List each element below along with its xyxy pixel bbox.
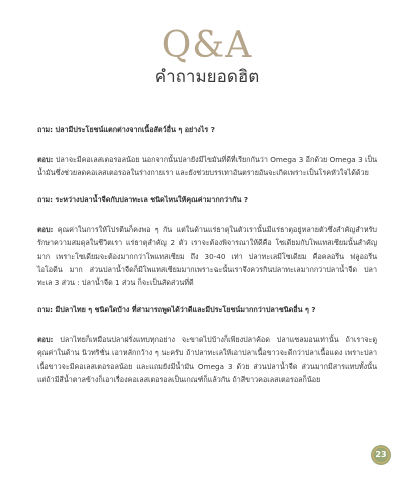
answer-text: ปลาไทยก็เหมือนปลาฝรั่งแทบทุกอย่าง จะขาดไปบ้างก็เพียงปลาค้อด ปลาแซลมอนเท่านั้น ถ้าเราจะดูคุณค่าในด้าน นิวทริชั่น เอาหลักกว้าง ๆ นะครับ ถ้าปลาทะเลให้เอาปลาเนื้อขาวจะดีกว่าปลาเนื้อแดง เพราะปลาเนื้อขาวจะมีคอเลสเตอรอลน้อย และแถมยังมีน้ำมัน Omega 3 ด้วย ส่วนปลาน้ำจืด ส่วนมากมีสารแทบทั้งนั้น แต่ถ้ามีสีน้ำตาลข้างก็เอาเรื่องคอเลสเตอรอลเป็นเกณฑ์ก็แล้วกัน ถ้าสีขาวคอเลสเตอรอลก็น้อย [37, 334, 377, 385]
page-number: 23 [375, 450, 387, 459]
answer-prefix: ตอบ: [37, 334, 54, 344]
qa-question: ถาม: มีปลาไทย ๆ ชนิดใดบ้าง ที่สามารถพูดได้ว่าดีและมีประโยชน์มากกว่าปลาชนิดอื่น ๆ ? [37, 304, 316, 314]
page-title: Q&A [161, 25, 253, 66]
qa-item-1 [37, 124, 377, 180]
qa-answer [37, 333, 377, 387]
qa-question: ถาม: ปลามีประโยชน์แตกต่างจากเนื้อสัตว์อื่น ๆ อย่างไร ? [37, 125, 215, 134]
qa-question: ถาม: ระหว่างปลาน้ำจืดกับปลาทะเล ชนิดไหนให้คุณค่ามากกว่ากัน ? [37, 194, 249, 204]
qa-answer [37, 153, 377, 180]
qa-answer [37, 223, 377, 290]
page-header [0, 26, 414, 88]
page-subtitle: คำถามยอดฮิต [154, 67, 260, 87]
answer-text: ปลาจะมีคอเลสเตอรอลน้อย นอกจากนั้นปลายังมีไขมันที่ดีที่เรียกกันว่า Omega 3 อีกด้วย Omega 3 เป็นน้ำมันซึ่งช่วยลดคอเลสเตอรอลในร่างกายเรา และยังช่วยบรรเทาอันตรายอันจะเกิดเพราะเป็นโรคหัวใจได้ด้วย [37, 155, 377, 178]
qa-list [37, 124, 377, 386]
answer-text: คุณค่าในการให้โปรตีนก็คงพอ ๆ กัน แต่ในด้านแร่ธาตุในตัวเรานั้นมีแร่ธาตุอยู่หลายตัวซึ่งสำคัญสำหรับรักษาความสมดุลในชีวิตเรา แร่ธาตุสำคัญ 2 ตัว เราจะต้องพิจารณาให้ดีคือ โซเดียมกับโพแทสเซียมนั้นสำคัญมาก เพราะโซเดียมจะต้องมากกว่าโพแทสเซียม ถึง 30-40 เท่า ปลาทะเลมีโซเดียม คือคลอรีน ฟลูออรีน ไอโอดีน มาก ส่วนปลาน้ำจืดก็มีโพแทสเซียมมากเพราะฉะนั้นเราจึงควรกินปลาทะเลมากกว่าปลาน้ำจืด ปลาทะเล 3 ส่วน : ปลาน้ำจืด 1 ส่วน ก็จะเป็นสัดส่วนที่ดี [37, 224, 377, 288]
answer-prefix: ตอบ: [37, 155, 54, 164]
qa-item-3 [37, 304, 377, 387]
qa-item-2 [37, 194, 377, 290]
answer-prefix: ตอบ: [37, 224, 54, 234]
